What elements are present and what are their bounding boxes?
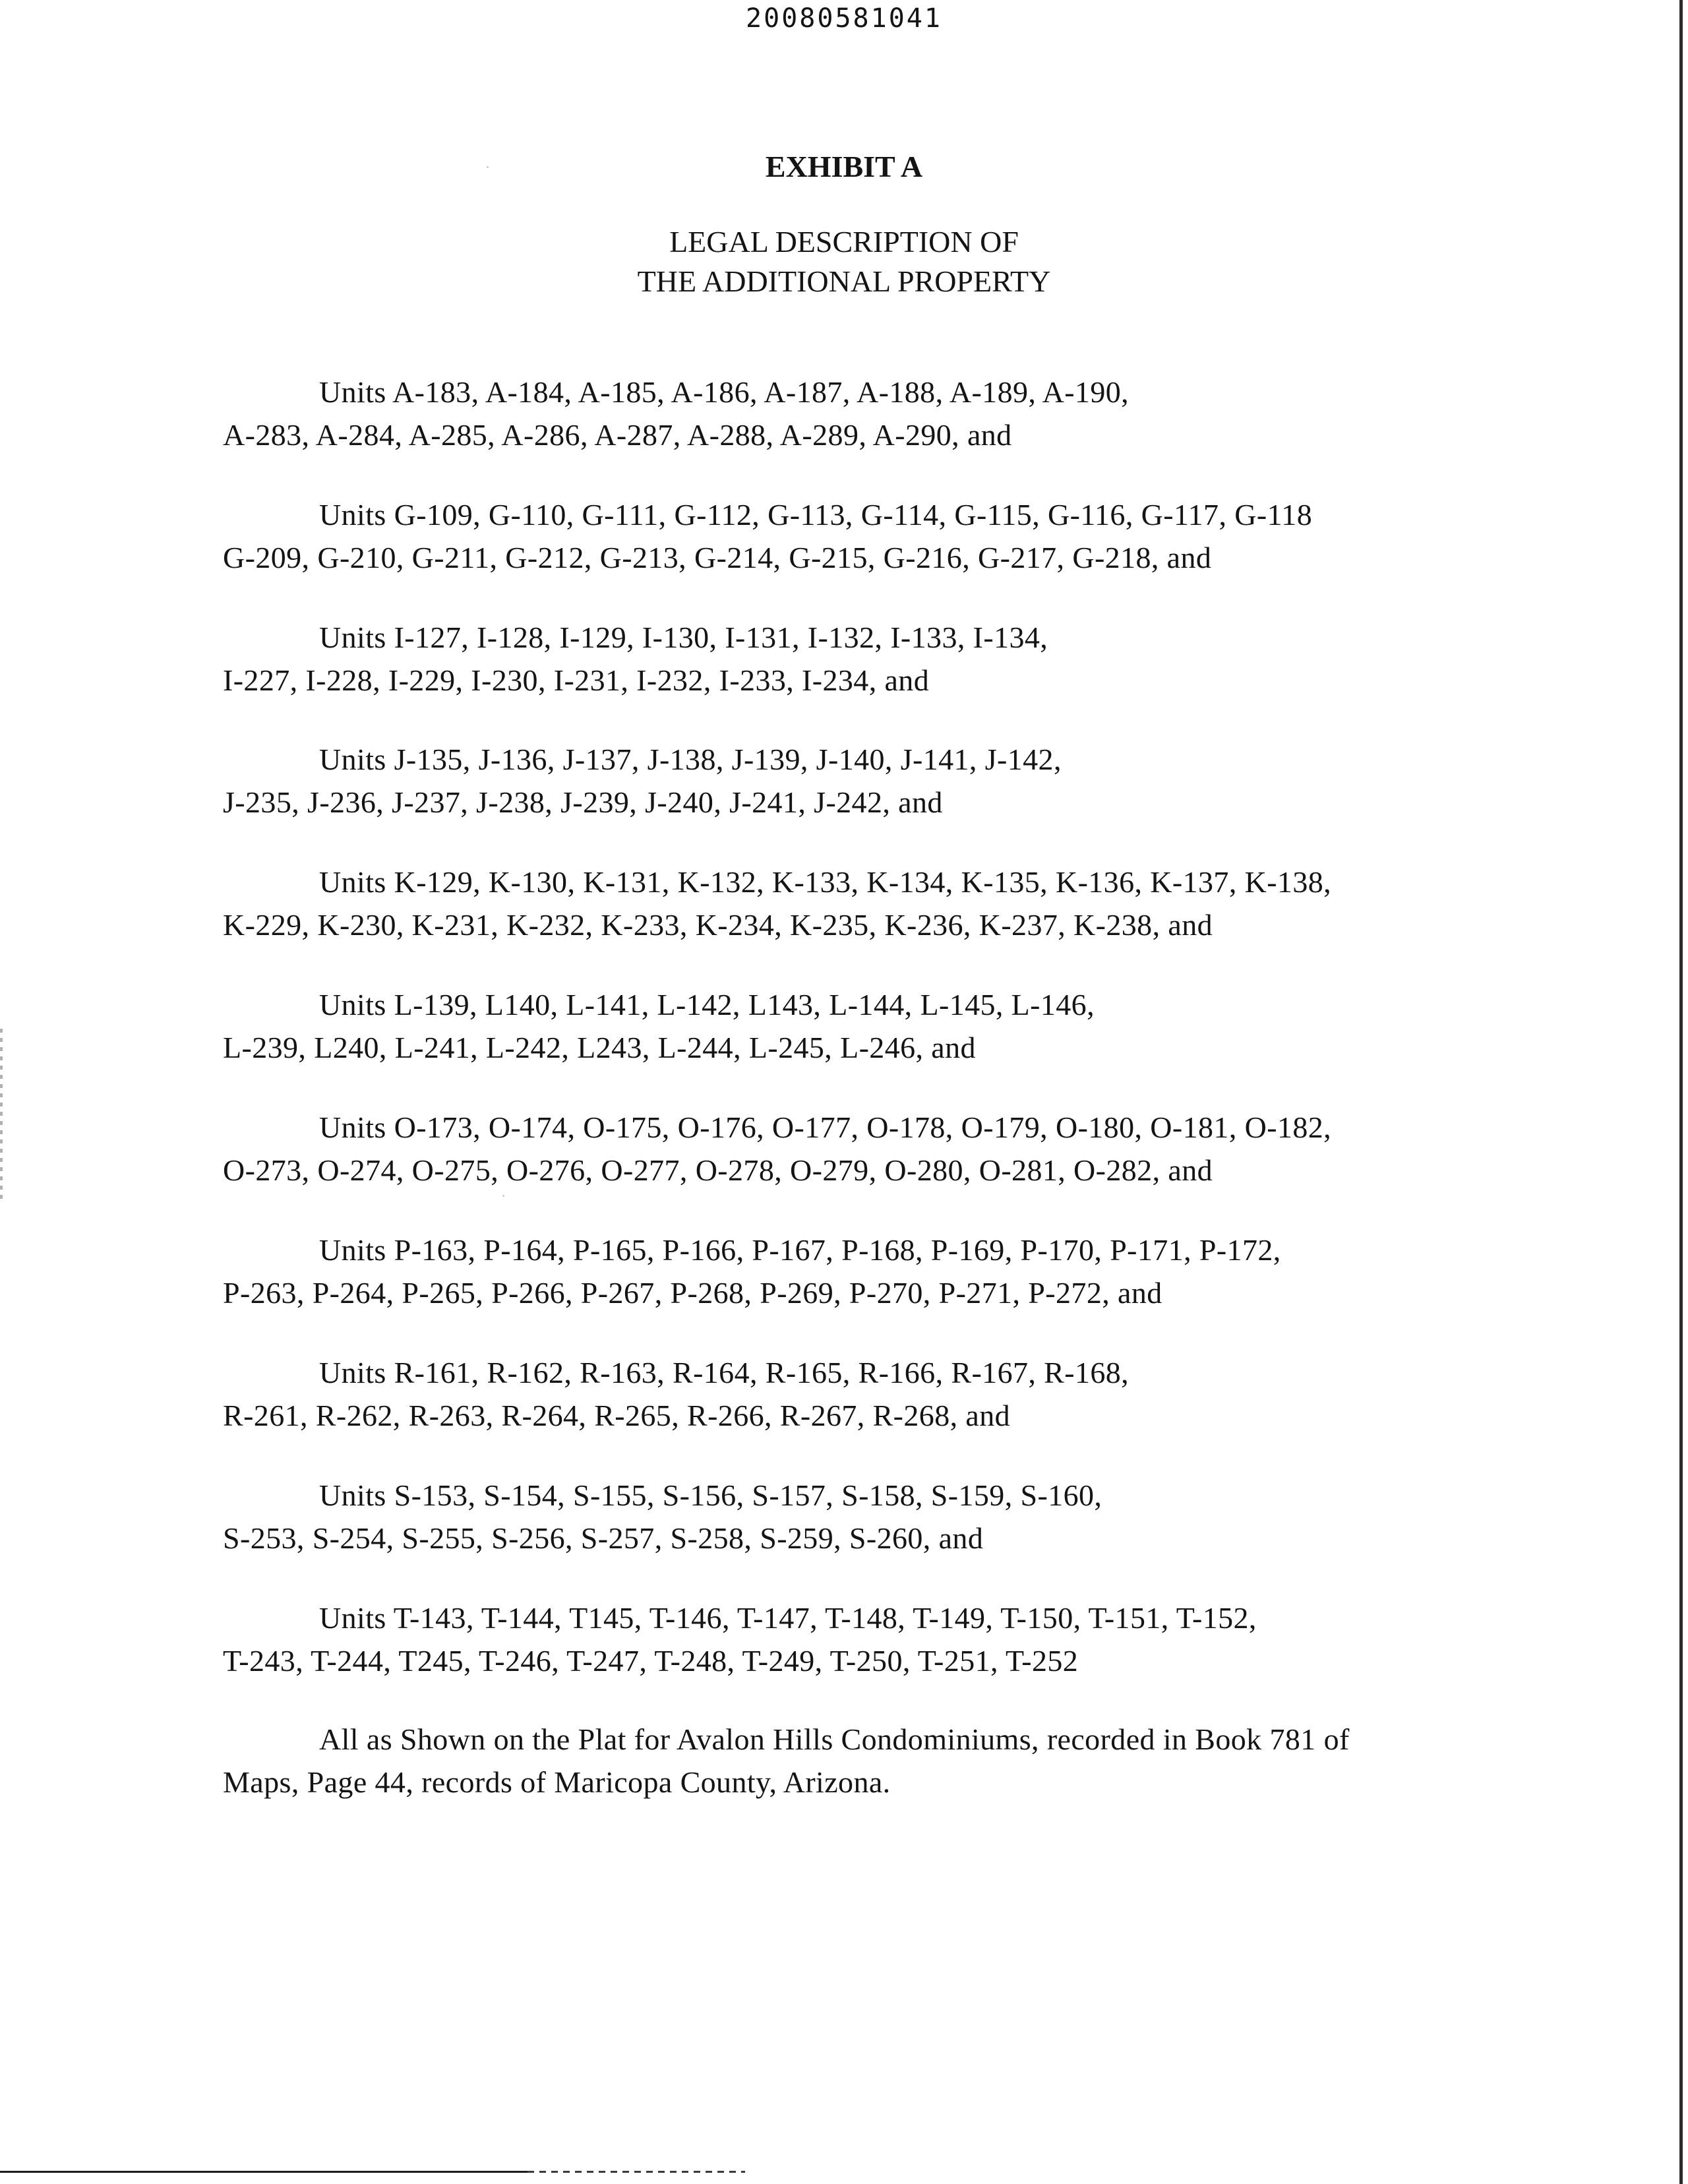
units-g-line-1: Units G-109, G-110, G-111, G-112, G-113, G-114, G-115, G-116, G-117, G-118	[319, 498, 1313, 531]
units-t-line-1: Units T-143, T-144, T145, T-146, T-147, T-148, T-149, T-150, T-151, T-152,	[319, 1601, 1257, 1635]
units-r-line-2: R-261, R-262, R-263, R-264, R-265, R-266, R-267, R-268, and	[223, 1399, 1011, 1432]
exhibit-subtitle-line-1: LEGAL DESCRIPTION OF	[669, 225, 1019, 258]
scan-bottom-dashes	[528, 2171, 745, 2173]
units-j-line-1: Units J-135, J-136, J-137, J-138, J-139, J-140, J-141, J-142,	[319, 743, 1062, 776]
units-l-line-2: L-239, L240, L-241, L-242, L243, L-244, L-245, L-246, and	[223, 1031, 976, 1064]
units-s-line-1: Units S-153, S-154, S-155, S-156, S-157, S-158, S-159, S-160,	[319, 1478, 1102, 1512]
units-g-line-2: G-209, G-210, G-211, G-212, G-213, G-214, G-215, G-216, G-217, G-218, and	[223, 541, 1212, 574]
closing-line-2: Maps, Page 44, records of Maricopa County, Arizona.	[223, 1765, 891, 1799]
exhibit-subtitle-line-2: THE ADDITIONAL PROPERTY	[637, 264, 1051, 298]
units-i-line-2: I-227, I-228, I-229, I-230, I-231, I-232, I-233, I-234, and	[223, 663, 930, 697]
scan-speck	[487, 166, 489, 168]
units-t-line-2: T-243, T-244, T245, T-246, T-247, T-248, T-249, T-250, T-251, T-252	[223, 1644, 1079, 1678]
scan-left-edge-marks	[0, 1029, 3, 1200]
units-l-line-1: Units L-139, L140, L-141, L-142, L143, L-144, L-145, L-146,	[319, 988, 1095, 1021]
units-k-line-1: Units K-129, K-130, K-131, K-132, K-133, K-134, K-135, K-136, K-137, K-138,	[319, 865, 1332, 899]
units-o-line-1: Units O-173, O-174, O-175, O-176, O-177, O-178, O-179, O-180, O-181, O-182,	[319, 1110, 1332, 1144]
units-i-line-1: Units I-127, I-128, I-129, I-130, I-131, I-132, I-133, I-134,	[319, 621, 1048, 654]
units-a-line-1: Units A-183, A-184, A-185, A-186, A-187, A-188, A-189, A-190,	[319, 375, 1130, 409]
units-k-line-2: K-229, K-230, K-231, K-232, K-233, K-234, K-235, K-236, K-237, K-238, and	[223, 908, 1213, 942]
closing-line-1: All as Shown on the Plat for Avalon Hills Condominiums, recorded in Book 781 of	[319, 1722, 1350, 1756]
units-j-line-2: J-235, J-236, J-237, J-238, J-239, J-240, J-241, J-242, and	[223, 785, 943, 819]
document-number: 20080581041	[746, 3, 942, 34]
units-p-line-1: Units P-163, P-164, P-165, P-166, P-167, P-168, P-169, P-170, P-171, P-172,	[319, 1233, 1281, 1267]
scan-bottom-border	[0, 2171, 528, 2173]
scan-right-border	[1679, 0, 1683, 2184]
units-p-line-2: P-263, P-264, P-265, P-266, P-267, P-268, P-269, P-270, P-271, P-272, and	[223, 1276, 1162, 1310]
units-s-line-2: S-253, S-254, S-255, S-256, S-257, S-258, S-259, S-260, and	[223, 1521, 984, 1555]
exhibit-title: EXHIBIT A	[765, 150, 923, 183]
units-o-line-2: O-273, O-274, O-275, O-276, O-277, O-278, O-279, O-280, O-281, O-282, and	[223, 1153, 1213, 1187]
scan-speck	[502, 1195, 504, 1197]
units-a-line-2: A-283, A-284, A-285, A-286, A-287, A-288, A-289, A-290, and	[223, 418, 1012, 452]
units-r-line-1: Units R-161, R-162, R-163, R-164, R-165, R-166, R-167, R-168,	[319, 1356, 1130, 1389]
